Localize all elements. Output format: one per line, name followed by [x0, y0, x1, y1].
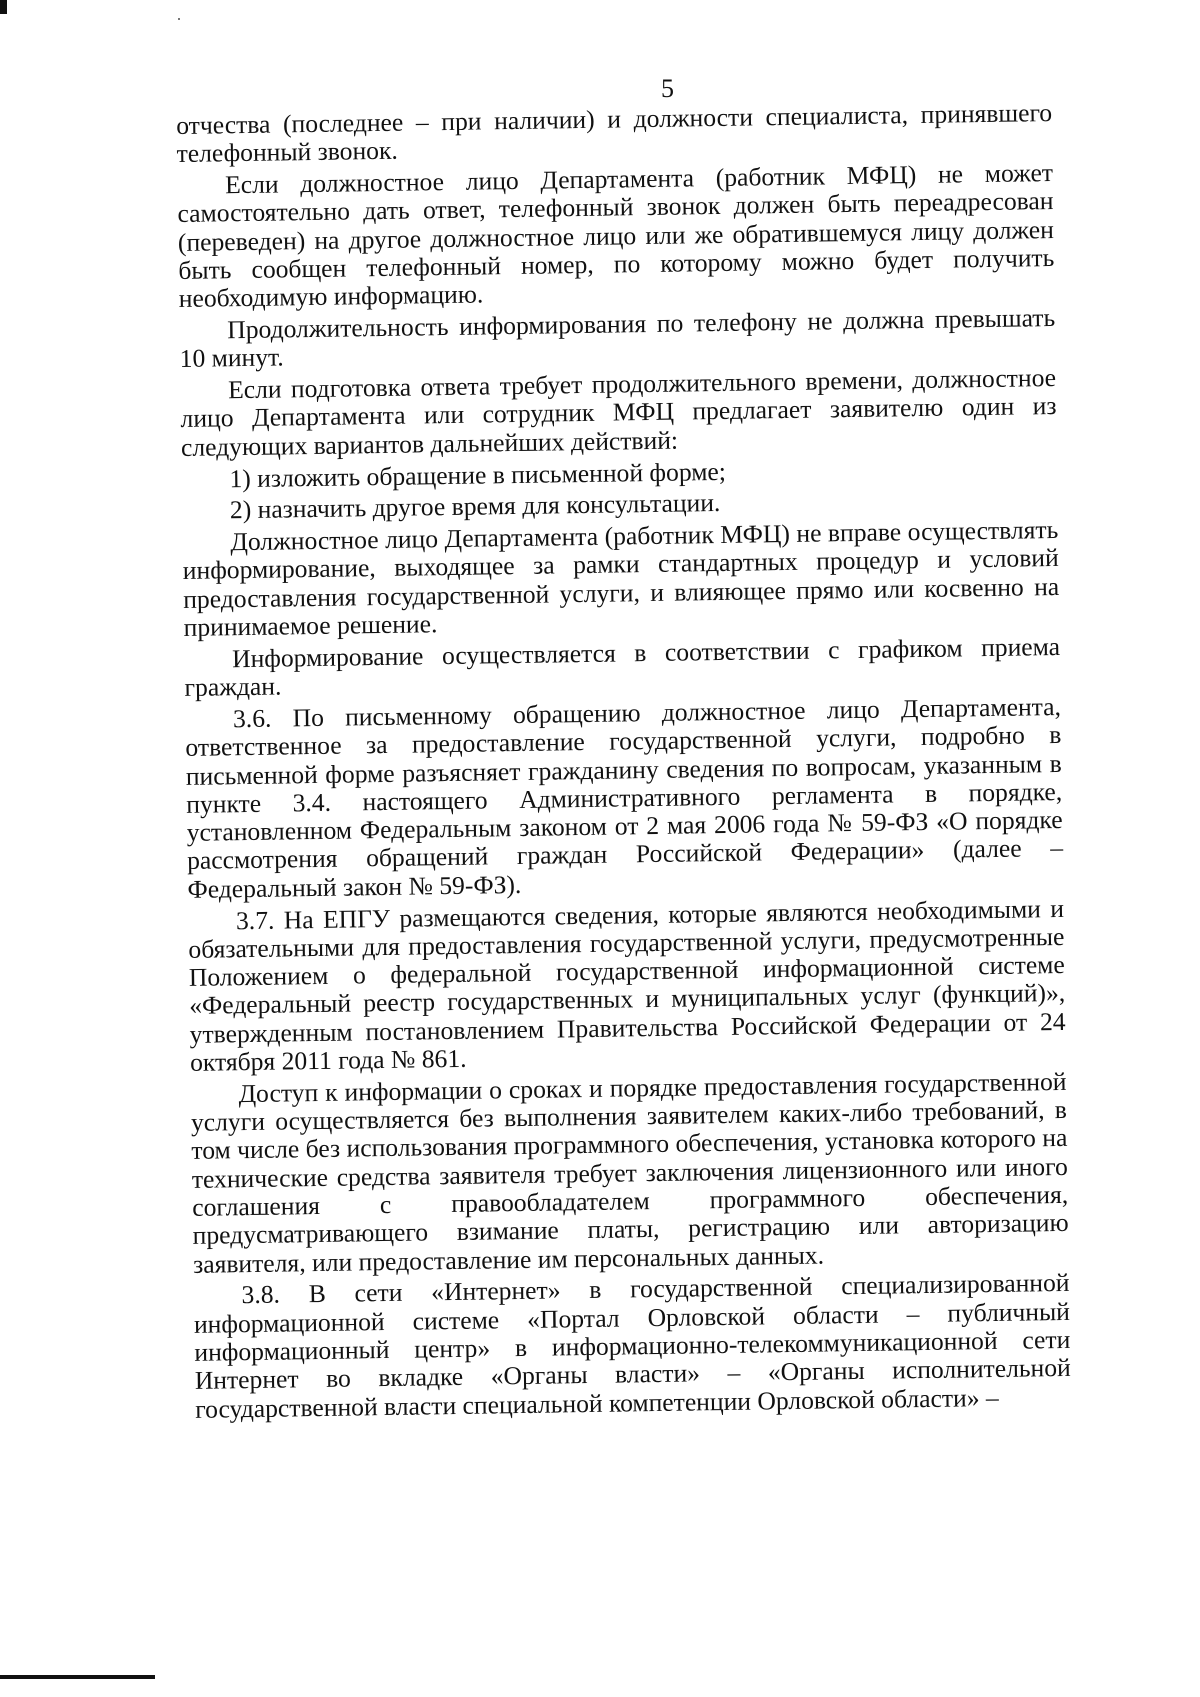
- section-3-7: 3.7. На ЕПГУ размещаются сведения, которые являются необходимыми и обязательными для предоставления государственной услуги, предусмотренные Положением о федеральной государственной информационной системе «Федеральный реестр государственных и муниципальных услуг (функций)», утвержденным постановлением Правительства Российской Федерации от 24 октября 2011 года № 861.: [188, 893, 1066, 1077]
- paragraph: Информирование осуществляется в соответствии с графиком приема граждан.: [184, 631, 1061, 703]
- list-item: 2) назначить другое время для консультации.: [229, 488, 721, 525]
- paragraph: Продолжительность информирования по телефону не должна превышать 10 минут.: [179, 303, 1056, 374]
- scan-edge-mark: [0, 0, 7, 14]
- scan-edge-mark-bottom: [0, 1675, 155, 1679]
- scan-speck: [178, 18, 180, 20]
- section-3-6: 3.6. По письменному обращению должностное лицо Департамента, ответственное за предоставление государственной услуги, подробно в письменной форме разъясняет гражданину сведения по вопросам, указанным в пункте 3.4. настоящего Административного регламента в порядке, установленном Федеральным законом от 2 мая 2006 года № 59-ФЗ «О порядке рассмотрения обращений граждан Российской Федерации» (далее – Федеральный закон № 59-ФЗ).: [185, 691, 1064, 904]
- paragraph-continuation: отчества (последнее – при наличии) и должности специалиста, принявшего телефонный звонок.: [175, 98, 1053, 169]
- paragraph: Должностное лицо Департамента (работник МФЦ) не вправе осуществлять информирование, выходящее за рамки стандартных процедур и условий предоставления государственной услуги, и влияющее прямо или косвенно на принимаемое решение.: [182, 515, 1060, 642]
- paragraph: Если подготовка ответа требует продолжительного времени, должностное лицо Департамента или сотрудник МФЦ предлагает заявителю один из следующих вариантов дальнейших действий:: [180, 363, 1057, 462]
- paragraph: Если должностное лицо Департамента (работник МФЦ) не может самостоятельно дать ответ, телефонный звонок должен быть переадресован (переведен) на другое должностное лицо или же обратившемуся лицу должен быть сообщен телефонный номер, по которому можно будет получить необходимую информацию.: [177, 158, 1055, 314]
- page-number: 5: [661, 74, 674, 103]
- list-item: 1) изложить обращение в письменной форме;: [229, 456, 727, 493]
- section-3-8: 3.8. В сети «Интернет» в государственной специализированной информационной системе «Портал Орловской области – публичный информационный центр» в информационно-телекоммуникационной сети Интернет во вкладке «Органы власти» – «Органы исполнительной государственной власти специальной компетенции Орловской области» –: [193, 1268, 1071, 1424]
- paragraph: Доступ к информации о сроках и порядке предоставления государственной услуги осуществляется без выполнения заявителем каких-либо требований, в том числе без использования программного обеспечения, установка которого на технические средства заявителя требует заключения лицензионного или иного соглашения с правообладателем программного обеспечения, предусматривающего взимание платы, регистрацию или авторизацию заявителя, или предоставление им персональных данных.: [190, 1066, 1069, 1279]
- document-body: [176, 99, 1071, 1427]
